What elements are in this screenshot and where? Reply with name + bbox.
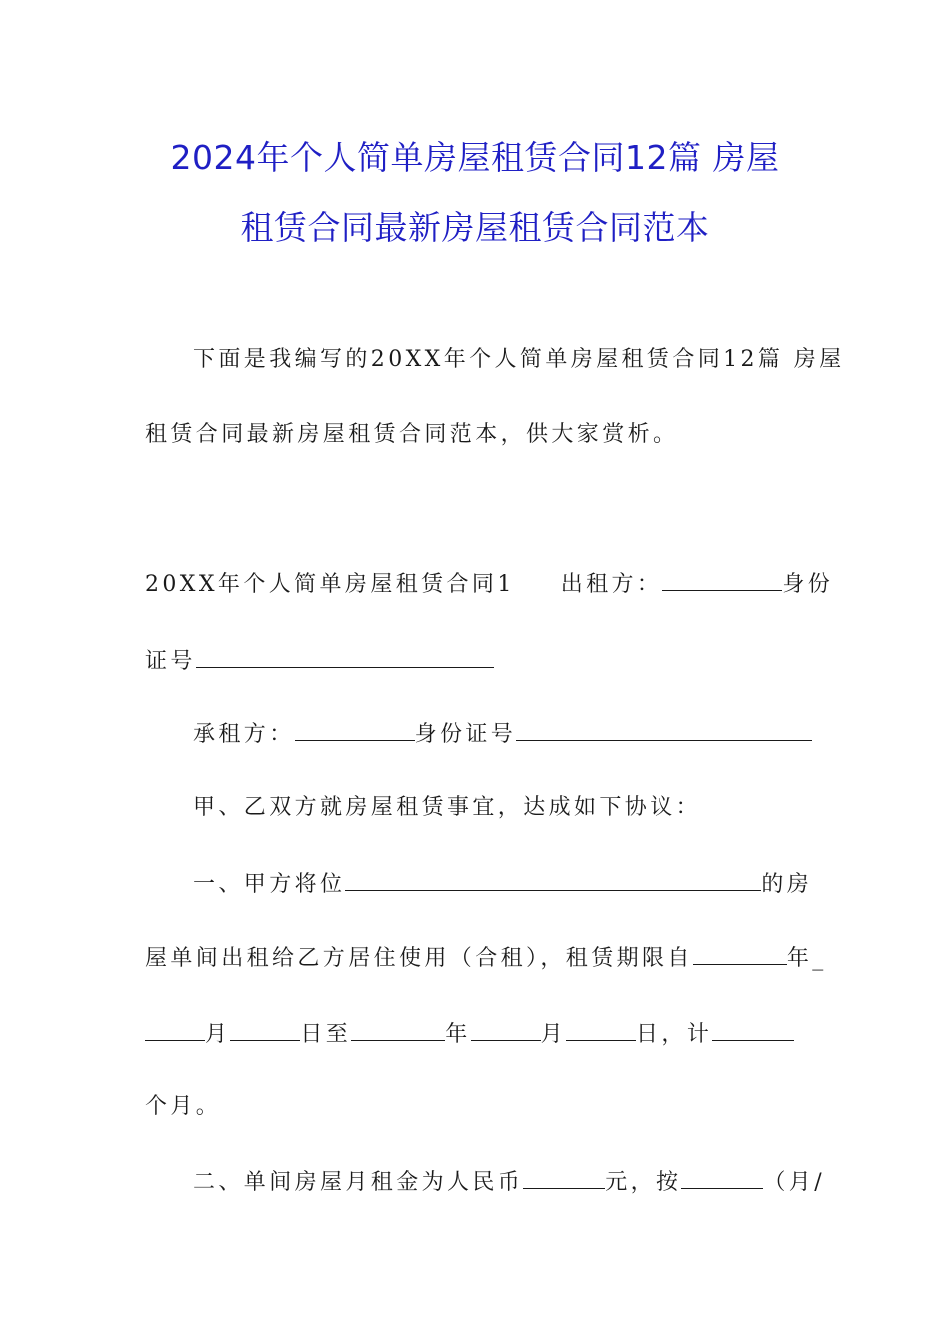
contract-party-line <box>145 568 833 600</box>
lessee-name-blank <box>295 718 415 741</box>
month-char-1: 月 <box>205 1022 231 1047</box>
clause1-line-2 <box>145 942 827 974</box>
lessee-label: 承租方： <box>193 722 295 747</box>
lessor-name-blank <box>662 568 782 591</box>
agreement-line: 甲、乙双方就房屋租赁事宜，达成如下协议： <box>193 795 702 820</box>
day-total: 日，计 <box>636 1022 713 1047</box>
id-label-part2: 证号 <box>145 649 196 674</box>
document-title-line-2: 租赁合同最新房屋租赁合同范本 <box>240 208 710 247</box>
lessee-id-label: 身份证号 <box>414 722 517 747</box>
payment-period-blank <box>681 1166 763 1189</box>
intro-line-2: 租赁合同最新房屋租赁合同范本，供大家赏析。 <box>145 422 679 447</box>
clause1-end: 的房 <box>761 872 813 897</box>
clause2-start: 二、单间房屋月租金为人民币 <box>193 1170 524 1195</box>
start-month-blank <box>145 1018 205 1041</box>
address-blank <box>345 868 761 891</box>
year-char-1: 年 <box>786 946 813 971</box>
rent-amount-blank <box>523 1166 605 1189</box>
end-month-blank <box>471 1018 541 1041</box>
lessor-id-line <box>145 645 494 677</box>
yuan-by: 元，按 <box>605 1170 682 1195</box>
underscore-char: _ <box>812 946 827 971</box>
clause1-line-1 <box>193 868 812 900</box>
clause1-line-3 <box>145 1018 794 1050</box>
year-char-2: 年 <box>445 1022 471 1047</box>
day-to: 日至 <box>300 1022 352 1047</box>
clause1-line-4: 个月。 <box>145 1094 222 1119</box>
month-char-2: 月 <box>540 1022 567 1047</box>
lessee-id-blank <box>516 718 812 741</box>
lessee-line <box>193 718 812 750</box>
lessor-label: 出租方： <box>560 572 663 597</box>
months-total-blank <box>712 1018 794 1041</box>
clause2-end: （月/ <box>763 1170 826 1195</box>
start-year-blank <box>693 942 787 965</box>
start-day-blank <box>230 1018 300 1041</box>
intro-line-1: 下面是我编写的20XX年个人简单房屋租赁合同12篇 房屋 <box>193 347 845 372</box>
clause1-start: 一、甲方将位 <box>193 872 346 897</box>
contract-heading: 20XX年个人简单房屋租赁合同1 <box>145 572 515 597</box>
document-title-line-1: 2024年个人简单房屋租赁合同12篇 房屋 <box>170 138 780 177</box>
end-year-blank <box>351 1018 445 1041</box>
lessor-id-blank <box>196 645 494 668</box>
id-label-part1: 身份 <box>782 572 834 597</box>
clause2-line-1 <box>193 1166 825 1198</box>
end-day-blank <box>566 1018 636 1041</box>
clause1-text: 屋单间出租给乙方居住使用（合租），租赁期限自 <box>145 946 693 971</box>
